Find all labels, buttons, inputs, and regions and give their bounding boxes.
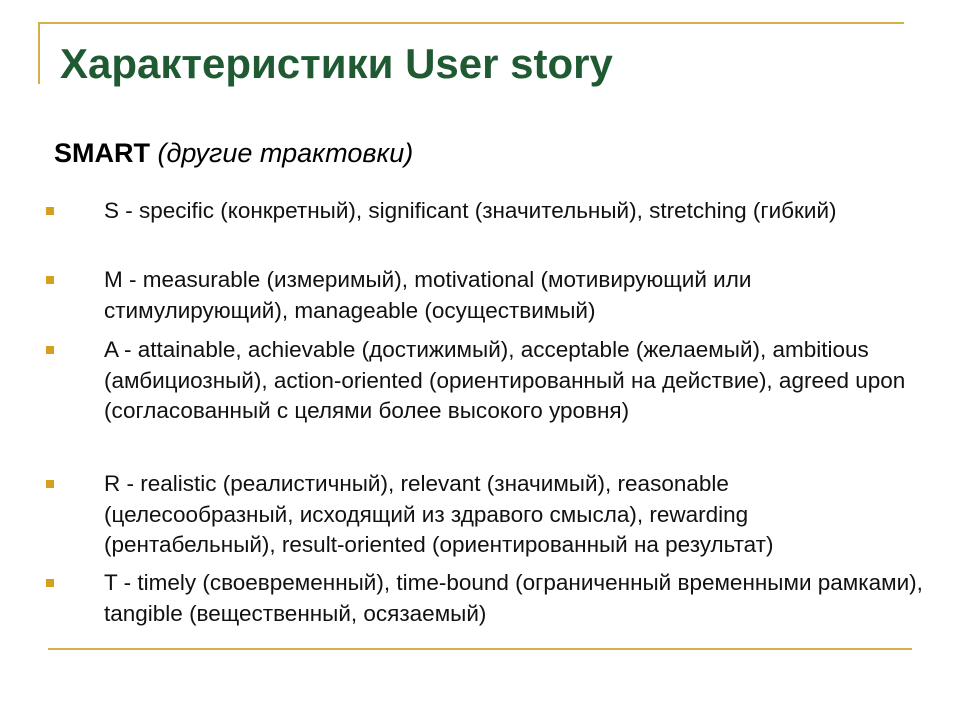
bullet-text: M - measurable (измеримый), motivational (мотивирующий или стимулирующий), manageable (осуществимый) — [104, 267, 752, 323]
bullet-text: A - attainable, achievable (достижимый), acceptable (желаемый), ambitious (амбициозный), action-oriented (ориентированный на действие), agreed upon (согласованный с целями более высокого уровня) — [104, 337, 906, 423]
slide-subtitle — [54, 136, 413, 170]
bullet-text: R - realistic (реалистичный), relevant (значимый), reasonable (целесообразный, исходящий из здравого смысла), rewarding (рентабельный), result-oriented (ориентированный на результат) — [104, 471, 774, 557]
bullet-text: T - timely (своевременный), time-bound (ограниченный временными рамками), tangible (вещественный, осязаемый) — [104, 570, 923, 626]
square-bullet-icon — [46, 480, 54, 488]
bullet-text: S - specific (конкретный), significant (значительный), stretching (гибкий) — [104, 198, 837, 223]
square-bullet-icon — [46, 207, 54, 215]
footer-rule — [48, 648, 912, 650]
slide-title: Характеристики User story — [60, 40, 613, 87]
subtitle-note: (другие трактовки) — [157, 138, 414, 168]
frame-vertical-rule — [38, 22, 40, 84]
square-bullet-icon — [46, 276, 54, 284]
square-bullet-icon — [46, 579, 54, 587]
frame-top-rule — [38, 22, 904, 24]
subtitle-term: SMART — [54, 138, 150, 168]
square-bullet-icon — [46, 346, 54, 354]
